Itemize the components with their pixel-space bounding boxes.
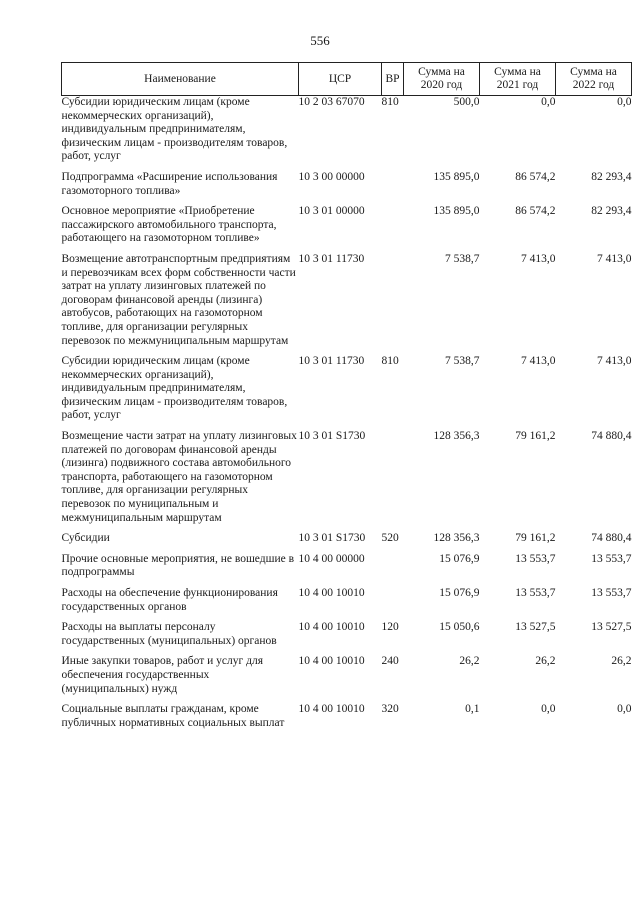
cell-vr (382, 205, 404, 246)
cell-csr: 10 3 00 00000 (298, 170, 365, 183)
cell-name: Субсидии (61, 532, 110, 545)
cell-name: Расходы на выплаты персоналу государственных (муниципальных) органов (61, 621, 277, 647)
row-gap (62, 423, 632, 430)
cell-sum-2021: 26,2 (535, 655, 556, 668)
cell-name: Социальные выплаты гражданам, кроме публичных нормативных социальных выплат (61, 703, 285, 729)
table-row (62, 553, 632, 580)
cell-csr: 10 3 01 11730 (298, 252, 365, 265)
cell-sum-2020: 7 538,7 (445, 355, 480, 368)
cell-sum-2020: 135 895,0 (433, 170, 480, 183)
cell-sum-2022: 0,0 (617, 703, 632, 716)
table-row (62, 703, 632, 730)
cell-name: Прочие основные мероприятия, не вошедшие в подпрограммы (61, 552, 295, 579)
cell-vr: 810 (381, 355, 399, 368)
header-vr: ВР (382, 63, 404, 96)
table-header-row (62, 63, 632, 96)
table-row (62, 96, 632, 164)
row-gap (62, 198, 632, 205)
cell-vr: 810 (381, 96, 399, 108)
row-gap (62, 696, 632, 703)
cell-vr (382, 171, 404, 198)
cell-sum-2022: 82 293,4 (591, 170, 632, 183)
cell-name: Возмещение автотранспортным предприятиям и перевозчикам всех форм собственности части затрат на уплату лизинговых платежей по договорам финансовой аренды (лизинга) автобусов, работающих на газомоторном топливе, для организации регулярных перевозок по межмуниципальным маршрутам (61, 252, 296, 347)
cell-csr: 10 3 01 S1730 (298, 532, 366, 545)
cell-sum-2022: 74 880,4 (591, 430, 632, 443)
cell-sum-2021: 13 553,7 (515, 587, 556, 599)
header-sum-2022: Сумма на 2022 год (556, 63, 632, 96)
table-row (62, 621, 632, 648)
cell-sum-2021: 13 527,5 (515, 621, 556, 634)
cell-sum-2021: 86 574,2 (515, 170, 556, 183)
cell-name: Субсидии юридическим лицам (кроме некоммерческих организаций), индивидуальным предпринимателям, физическим лицам - производителям товаров, работ, услуг (61, 96, 288, 163)
table-row (62, 532, 632, 546)
row-gap (62, 580, 632, 587)
header-name: Наименование (62, 63, 299, 96)
header-sum-2021: Сумма на 2021 год (480, 63, 556, 96)
table-row (62, 171, 632, 198)
cell-csr: 10 4 00 10010 (298, 621, 365, 634)
table-row (62, 655, 632, 696)
table-row (62, 587, 632, 614)
row-gap (62, 648, 632, 655)
cell-sum-2021: 7 413,0 (521, 252, 556, 265)
cell-csr: 10 4 00 10010 (298, 655, 365, 668)
cell-sum-2021: 13 553,7 (515, 552, 556, 565)
cell-name: Подпрограмма «Расширение использования газомоторного топлива» (61, 170, 278, 197)
cell-sum-2021: 7 413,0 (521, 355, 556, 368)
cell-csr: 10 4 00 10010 (298, 587, 365, 599)
cell-sum-2022: 0,0 (617, 96, 632, 108)
cell-sum-2020: 15 076,9 (439, 587, 480, 599)
header-sum-2020: Сумма на 2020 год (404, 63, 480, 96)
row-gap (62, 525, 632, 532)
table-row (62, 430, 632, 525)
cell-sum-2020: 26,2 (459, 655, 480, 668)
cell-sum-2021: 0,0 (541, 703, 556, 716)
page-number: 556 (310, 33, 330, 48)
cell-name: Основное мероприятие «Приобретение пассажирского автомобильного транспорта, работающего на газомоторном топливе» (61, 205, 277, 245)
cell-sum-2020: 128 356,3 (433, 430, 480, 443)
row-gap (62, 546, 632, 553)
row-gap (62, 246, 632, 253)
cell-sum-2020: 15 076,9 (439, 552, 480, 565)
cell-sum-2021: 79 161,2 (515, 430, 556, 443)
cell-sum-2020: 500,0 (453, 96, 480, 108)
cell-sum-2021: 79 161,2 (515, 532, 556, 545)
cell-vr (382, 587, 404, 614)
cell-name: Субсидии юридическим лицам (кроме некоммерческих организаций), индивидуальным предпринимателям, физическим лицам - производителям товаров, работ, услуг (61, 355, 288, 422)
cell-csr: 10 3 01 11730 (298, 355, 365, 368)
cell-sum-2022: 26,2 (611, 655, 632, 668)
budget-table (61, 62, 632, 730)
cell-sum-2022: 7 413,0 (597, 355, 632, 368)
cell-sum-2020: 0,1 (465, 703, 480, 716)
cell-sum-2022: 74 880,4 (591, 532, 632, 545)
cell-sum-2022: 7 413,0 (597, 252, 632, 265)
table-body (62, 96, 632, 731)
cell-vr: 320 (381, 703, 399, 716)
cell-name: Иные закупки товаров, работ и услуг для обеспечения государственных (муниципальных) нужд (61, 655, 263, 695)
cell-vr (382, 430, 404, 525)
row-gap (62, 164, 632, 171)
cell-sum-2021: 86 574,2 (515, 205, 556, 218)
cell-sum-2021: 0,0 (541, 96, 556, 108)
cell-sum-2022: 82 293,4 (591, 205, 632, 218)
table-row (62, 253, 632, 348)
cell-sum-2022: 13 553,7 (591, 587, 632, 599)
row-gap (62, 614, 632, 621)
cell-vr: 240 (381, 655, 399, 668)
header-csr: ЦСР (299, 63, 382, 96)
cell-vr: 520 (381, 532, 399, 545)
cell-sum-2020: 15 050,6 (439, 621, 480, 634)
cell-csr: 10 3 01 S1730 (298, 430, 366, 443)
table-row (62, 205, 632, 246)
cell-vr (382, 253, 404, 348)
cell-sum-2020: 7 538,7 (445, 252, 480, 265)
table-row (62, 355, 632, 423)
cell-csr: 10 3 01 00000 (298, 205, 365, 218)
cell-sum-2020: 128 356,3 (433, 532, 480, 545)
cell-sum-2020: 135 895,0 (433, 205, 480, 218)
row-gap (62, 348, 632, 355)
cell-csr: 10 4 00 10010 (298, 703, 365, 716)
cell-vr (382, 553, 404, 580)
cell-sum-2022: 13 553,7 (591, 552, 632, 565)
cell-name: Возмещение части затрат на уплату лизинговых платежей по договорам финансовой аренды (лизинга) подвижного состава автомобильного транспорта, работающего на газомоторном топливе, для организации регулярных перевозок по муниципальным и межмуниципальным маршрутам (61, 430, 297, 524)
cell-csr: 10 2 03 67070 (298, 96, 365, 108)
cell-sum-2022: 13 527,5 (591, 621, 632, 634)
cell-name: Расходы на обеспечение функционирования государственных органов (61, 587, 278, 613)
cell-vr: 120 (381, 621, 399, 634)
cell-csr: 10 4 00 00000 (298, 552, 365, 565)
